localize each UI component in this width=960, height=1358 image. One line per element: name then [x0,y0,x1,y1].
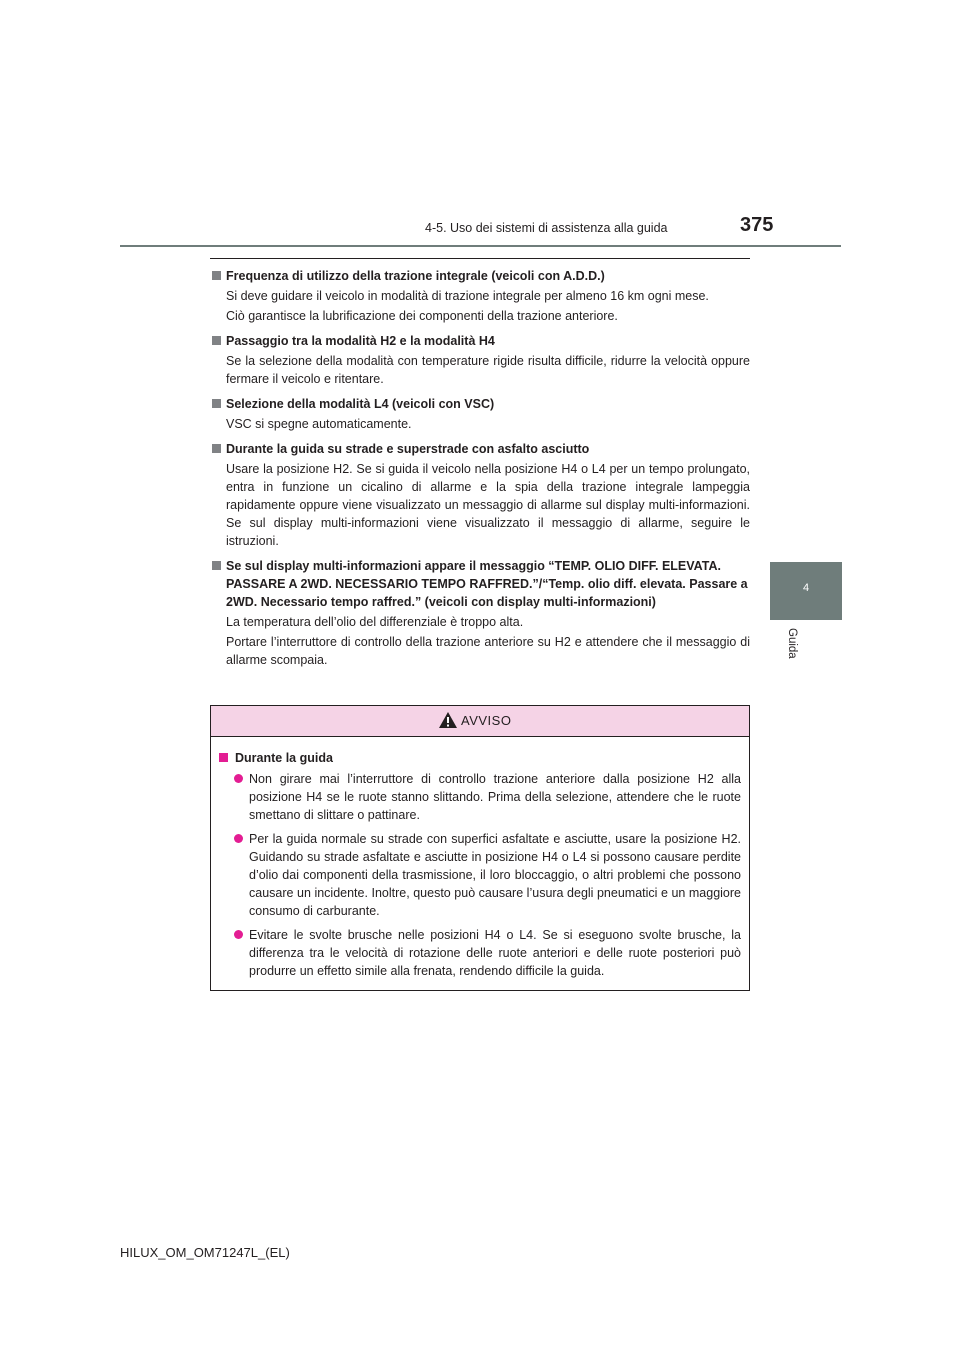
round-bullet-icon [234,930,243,939]
warning-subheading: Durante la guida [219,749,741,767]
chapter-tab [770,562,842,620]
section-item [210,332,750,388]
item-paragraph: La temperatura dell’olio del differenziale è troppo alta. [226,615,524,629]
round-bullet-icon [234,834,243,843]
item-paragraph: Si deve guidare il veicolo in modalità di trazione integrale per almeno 16 km ogni mese. [226,289,709,303]
square-bullet-icon [212,399,221,408]
item-heading: Se sul display multi-informazioni appare il messaggio “TEMP. OLIO DIFF. ELEVATA. PASSARE A 2WD. NECESSARIO TEMPO RAFFRED.”/“Temp. olio diff. elevata. Passare a 2WD. Necessario tempo raffred.” (veicoli con display multi-informazioni) [210,557,750,611]
square-bullet-icon [212,271,221,280]
section-item [210,557,750,669]
warning-bullet: Non girare mai l’interruttore di controllo trazione anteriore dalla posizione H2 alla posizione H4 se le ruote stanno slittando. Prima della selezione, attendere che le ruote smettano di slittare o pattinare. [219,770,741,824]
warning-bullet: Evitare le svolte brusche nelle posizioni H4 o L4. Se si eseguono svolte brusche, la differenza tra le velocità di rotazione delle ruote anteriori e delle ruote posteriori può produrre un effetto simile alla frenata, rendendo difficile la guida. [219,926,741,980]
chapter-number: 4 [802,582,810,594]
footer-document-code: HILUX_OM_OM71247L_(EL) [120,1245,290,1260]
main-content [210,258,750,676]
item-heading: Durante la guida su strade e superstrade con asfalto asciutto [210,440,750,458]
section-item [210,440,750,550]
item-paragraph: Se la selezione della modalità con temperature rigide risulta difficile, ridurre la velocità oppure fermare il veicolo e ritentare. [226,354,750,386]
header-section-title: 4-5. Uso dei sistemi di assistenza alla guida [425,221,668,235]
warning-header [211,706,749,737]
section-item [210,395,750,433]
square-bullet-icon [212,444,221,453]
warning-box [210,705,750,991]
item-heading: Frequenza di utilizzo della trazione integrale (veicoli con A.D.D.) [210,267,750,285]
chapter-label: Guida [786,628,798,659]
item-paragraph: VSC si spegne automaticamente. [226,417,412,431]
item-heading: Passaggio tra la modalità H2 e la modalità H4 [210,332,750,350]
round-bullet-icon [234,774,243,783]
warning-triangle-icon [438,711,458,729]
warning-title: AVVISO [461,713,512,728]
warning-bullet: Per la guida normale su strade con superfici asfaltate e asciutte, usare la posizione H2. Guidando su strade asfaltate e asciutte in posizione H4 o L4 si possono causare perdite d’olio dai componenti della trasmissione, il loro bloccaggio, o altri problemi che possono causare un incidente. Inoltre, questo può causare l’usura degli pneumatici e un maggiore consumo di carburante. [219,830,741,920]
square-bullet-icon [219,753,228,762]
header-divider [120,245,841,247]
item-paragraph: Usare la posizione H2. Se si guida il veicolo nella posizione H4 o L4 per un tempo prolungato, entra in funzione un cicalino di allarme e la spia della trazione integrale lampeggia rapidamente oppure viene visualizzato un messaggio di allarme sul display multi-informazioni. Se sul display multi-informazioni viene visualizzato il messaggio di allarme, seguire le istruzioni. [226,462,750,548]
square-bullet-icon [212,336,221,345]
warning-body [211,737,749,980]
item-heading: Selezione della modalità L4 (veicoli con VSC) [210,395,750,413]
item-paragraph: Portare l’interruttore di controllo della trazione anteriore su H2 e attendere che il messaggio di allarme scompaia. [226,635,750,667]
section-item [210,267,750,325]
item-paragraph: Ciò garantisce la lubrificazione dei componenti della trazione anteriore. [226,309,618,323]
content-top-rule [210,258,750,259]
square-bullet-icon [212,561,221,570]
page-number: 375 [740,214,774,236]
